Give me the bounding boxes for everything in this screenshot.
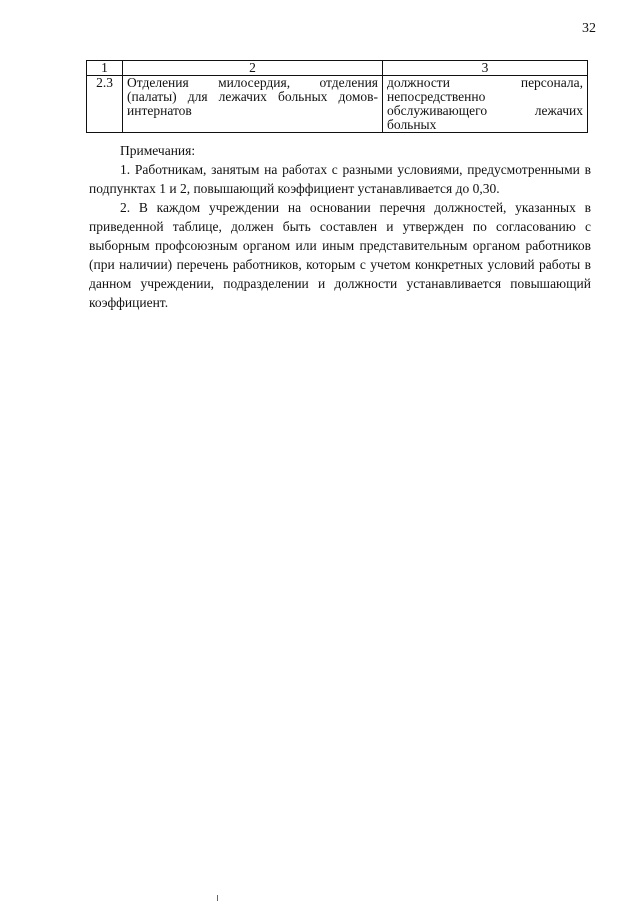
note-item: 1. Работникам, занятым на работах с разными условиями, предусмотренными в подпунктах 1 и 2, повышающий коэффициент устанавливается до 0,30. [89, 162, 591, 196]
scan-artifact-mark [217, 895, 218, 901]
positions-table [86, 60, 588, 133]
column-header: 3 [383, 61, 588, 76]
table-header-row [87, 61, 588, 76]
page-number: 32 [582, 21, 596, 36]
department-cell: Отделения милосердия, отделения (палаты) для лежачих больных домов-интернатов [123, 76, 383, 133]
notes-title: Примечания: [120, 143, 196, 158]
column-header: 2 [123, 61, 383, 76]
table-row [87, 76, 588, 133]
notes-section [89, 141, 591, 312]
note-item: 2. В каждом учреждении на основании перечня должностей, указанных в приведенной таблице, должен быть составлен и утвержден по согласованию с выборным профсоюзным органом или иным представительным органом работников (при наличии) перечень работников, которым с учетом конкретных условий работы в данном учреждении, подразделении и должности устанавливается повышающий коэффициент. [89, 200, 591, 310]
positions-cell: должности персонала, непосредственно обслуживающего лежачих больных [383, 76, 588, 133]
column-header: 1 [87, 61, 123, 76]
row-number-cell: 2.3 [87, 76, 123, 133]
